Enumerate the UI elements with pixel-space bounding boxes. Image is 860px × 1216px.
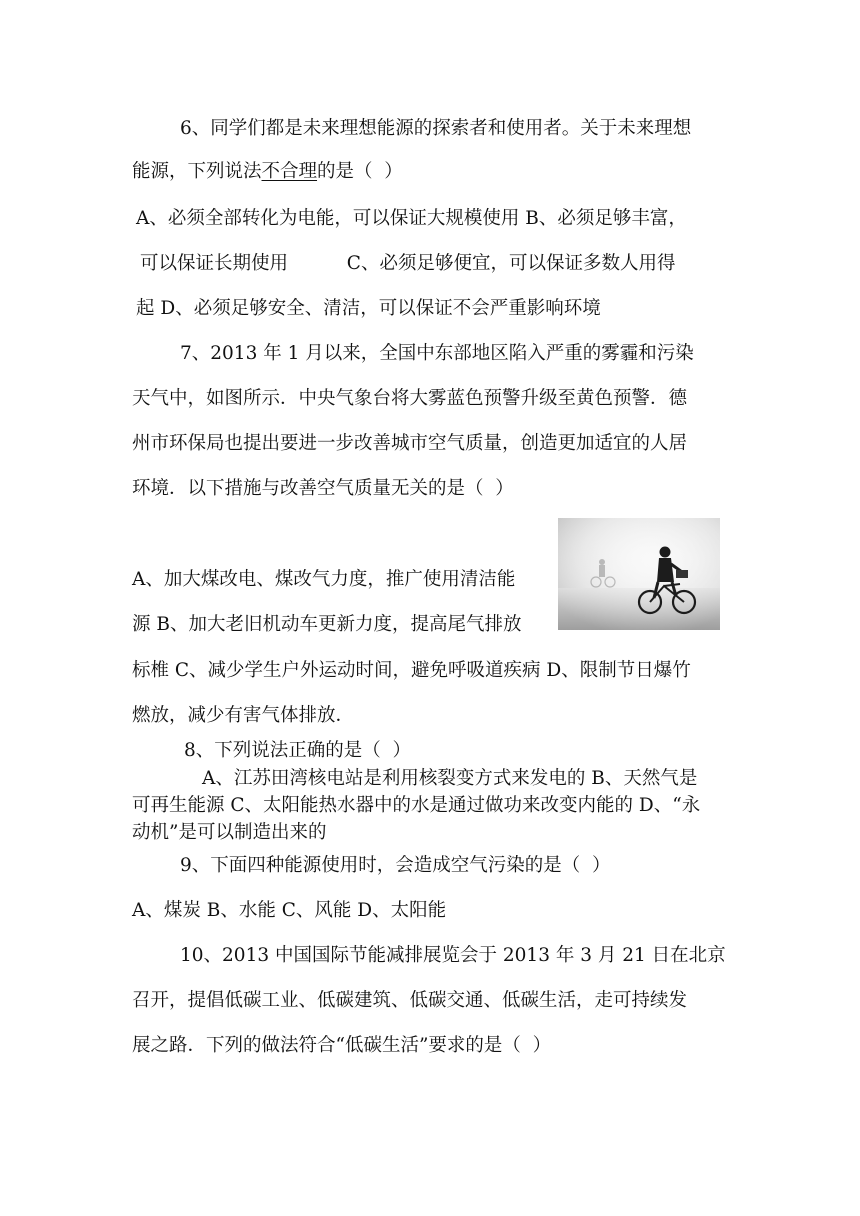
smog-cyclist-photo — [558, 518, 720, 630]
q8-options-line-3: 动机”是可以制造出来的 — [132, 822, 327, 843]
q7-options-line-3: 标椎 C、减少学生户外运动时间，避免呼吸道疾病 D、限制节日爆竹 — [132, 660, 691, 681]
q6-options-line-1: A、必须全部转化为电能，可以保证大规模使用 B、必须足够丰富， — [136, 208, 687, 229]
q6-line-2-post: 的是（ ） — [317, 161, 403, 182]
q6-line-1: 6、同学们都是未来理想能源的探索者和使用者。关于未来理想 — [180, 118, 692, 139]
q9-options-line: A、煤炭 B、水能 C、风能 D、太阳能 — [132, 900, 447, 921]
q8-line-1: 8、下列说法正确的是（ ） — [184, 740, 412, 761]
cyclist-figure-icon — [558, 518, 720, 630]
q6-options-line-3: 起 D、必须足够安全、清洁，可以保证不会严重影响环境 — [136, 298, 601, 319]
q7-line-3: 州市环保局也提出要进一步改善城市空气质量，创造更加适宜的人居 — [132, 433, 688, 454]
q7-options-line-1: A、加大煤改电、煤改气力度，推广使用清洁能 — [132, 569, 516, 590]
q10-line-2: 召开，提倡低碳工业、低碳建筑、低碳交通、低碳生活，走可持续发 — [132, 990, 688, 1011]
q7-options-line-4: 燃放，减少有害气体排放． — [132, 705, 355, 726]
q7-line-1: 7、2013 年 1 月以来，全国中东部地区陷入严重的雾霾和污染 — [180, 343, 694, 364]
q10-line-1: 10、2013 中国国际节能减排展览会于 2013 年 3 月 21 日在北京 — [180, 945, 726, 966]
q8-options-line-2: 可再生能源 C、太阳能热水器中的水是通过做功来改变内能的 D、“永 — [132, 795, 701, 816]
q7-line-4: 环境．以下措施与改善空气质量无关的是（ ） — [132, 478, 514, 499]
q7-line-2: 天气中，如图所示．中央气象台将大雾蓝色预警升级至黄色预警．德 — [132, 388, 688, 409]
q6-line-2 — [132, 159, 403, 185]
q7-options-line-2: 源 B、加大老旧机动车更新力度，提高尾气排放 — [132, 614, 522, 635]
q10-line-3: 展之路．下列的做法符合“低碳生活”要求的是（ ） — [132, 1035, 552, 1056]
q8-options-line-1: A、江苏田湾核电站是利用核裂变方式来发电的 B、天然气是 — [202, 768, 698, 789]
q6-underlined-term: 不合理 — [261, 161, 318, 182]
q6-options-line-2: 可以保证长期使用 C、必须足够便宜，可以保证多数人用得 — [140, 253, 676, 274]
q9-line-1: 9、下面四种能源使用时，会造成空气污染的是（ ） — [180, 855, 611, 876]
q6-line-2-pre: 能源，下列说法 — [132, 161, 262, 182]
